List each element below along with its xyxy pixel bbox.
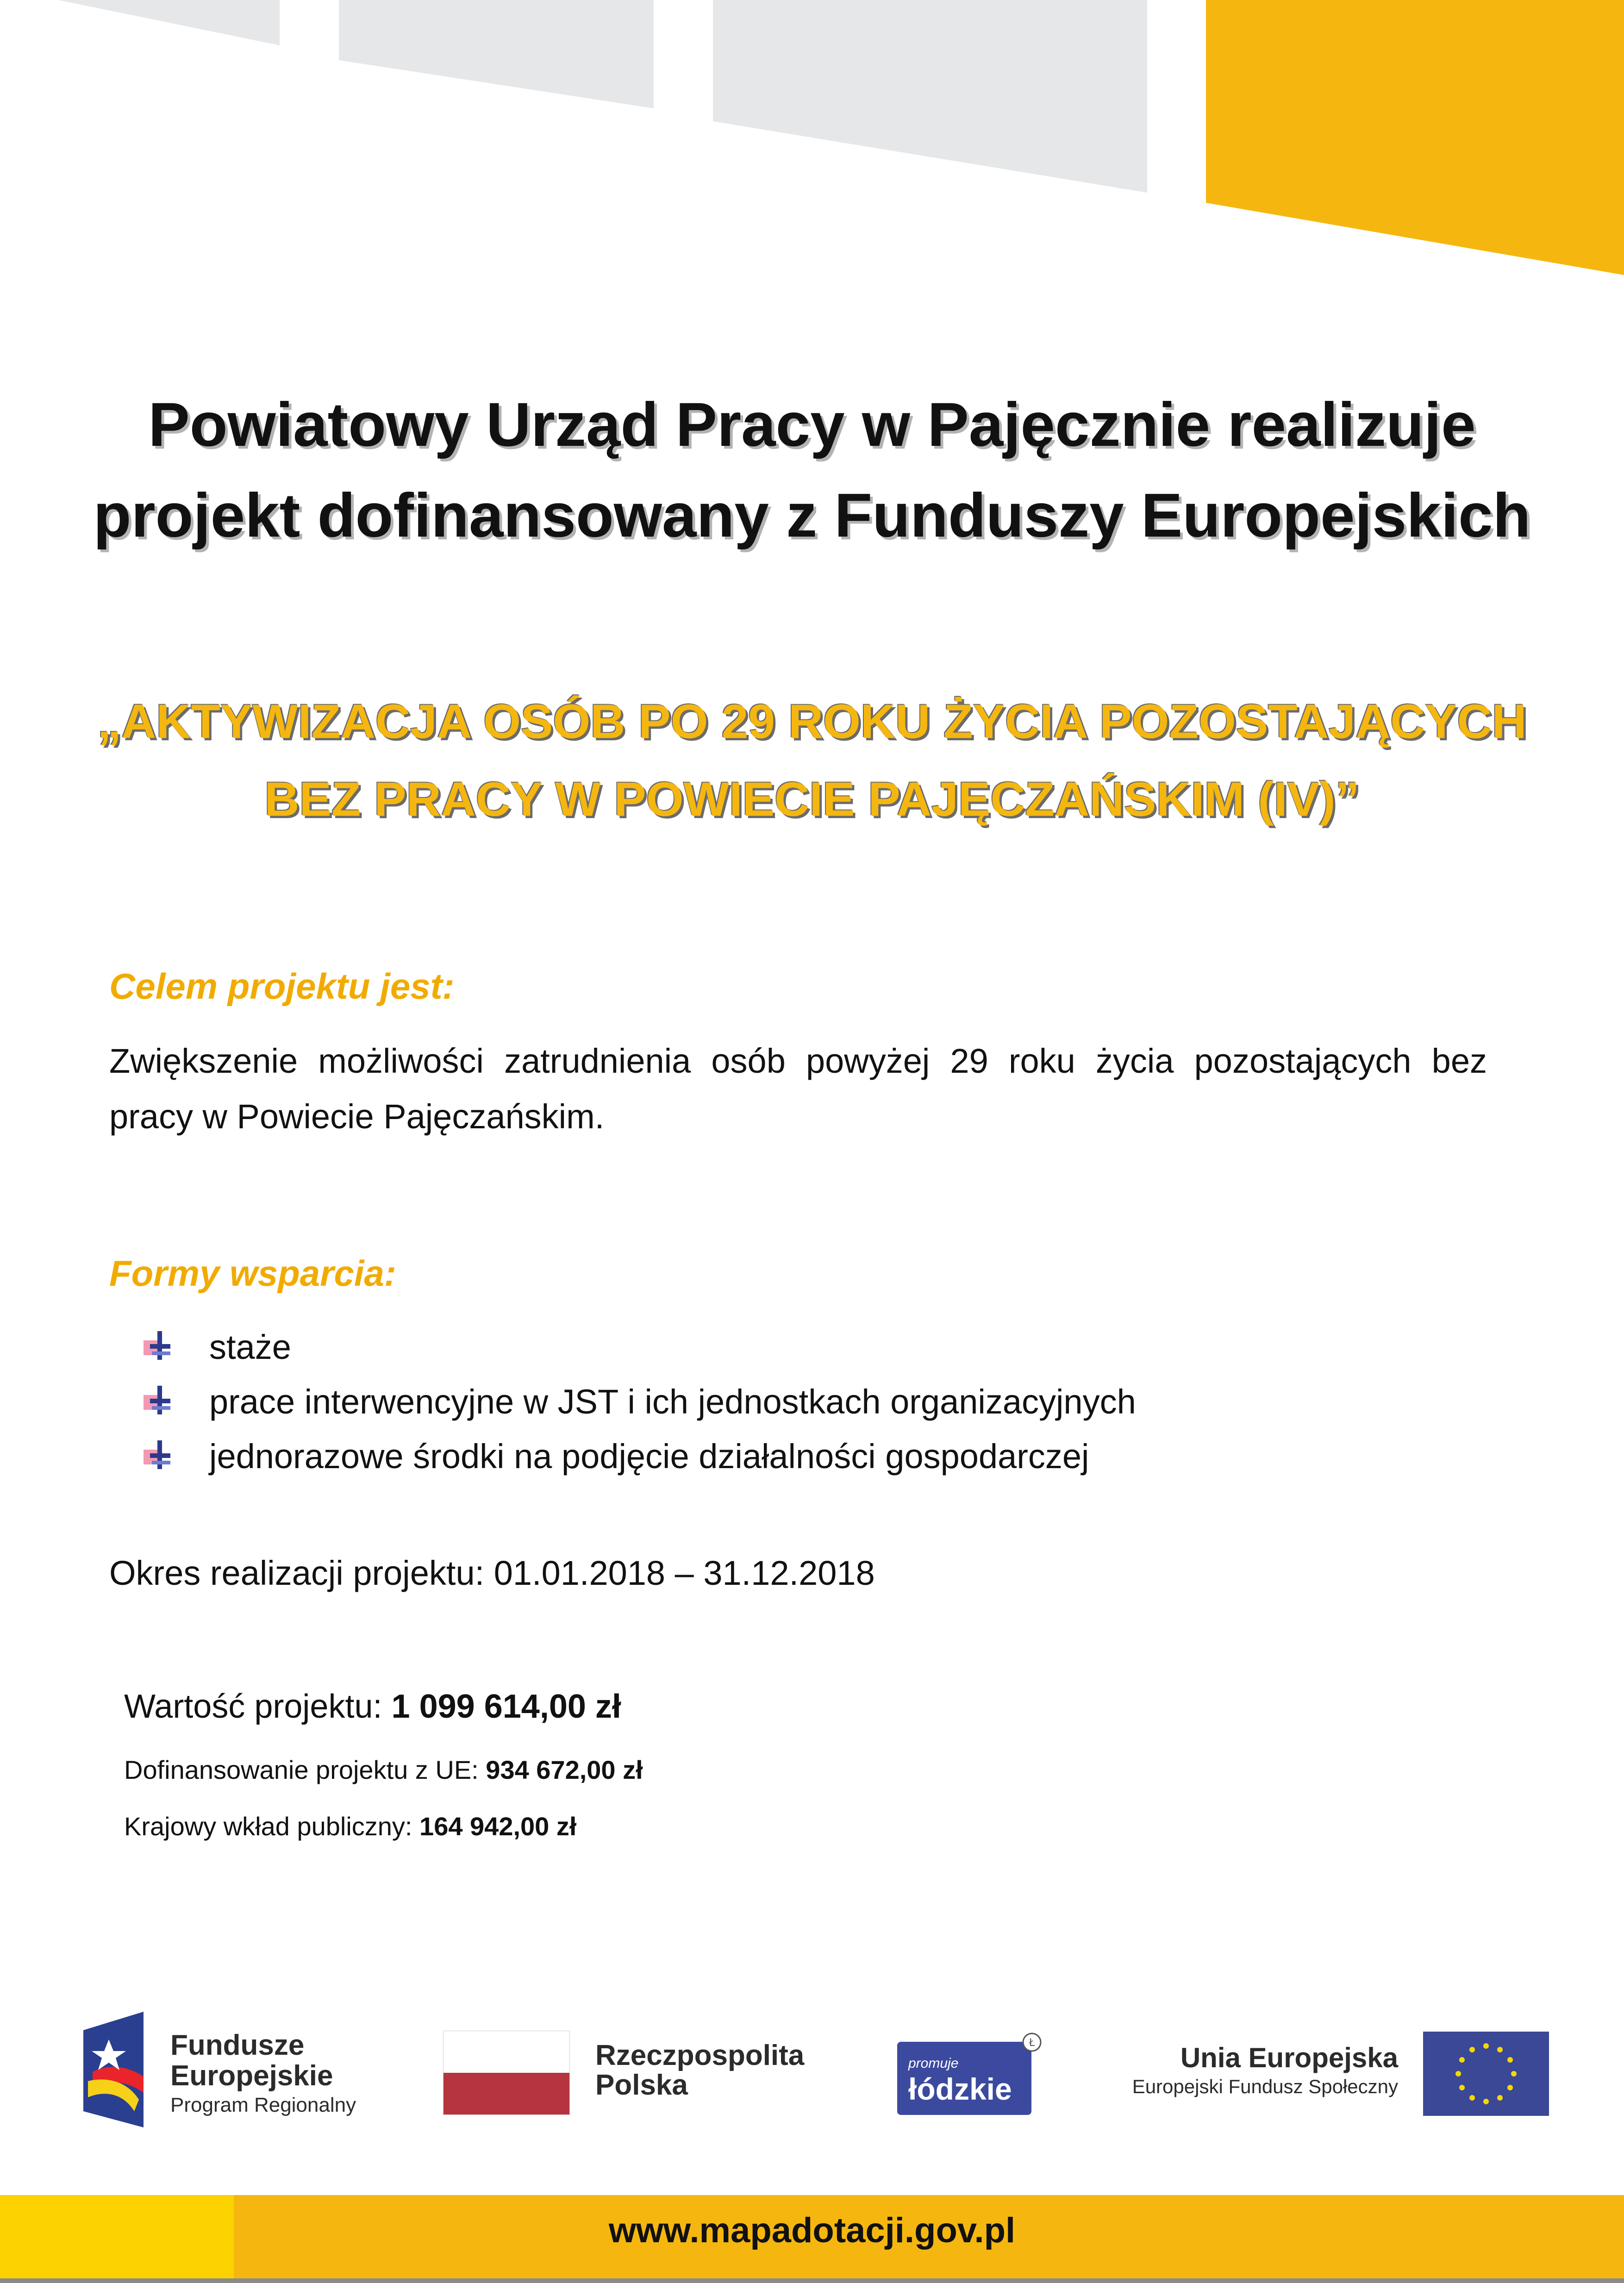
goal-text-line-2: pracy w Powiecie Pajęczańskim.	[109, 1097, 605, 1136]
bullet-cross-icon	[144, 1385, 177, 1418]
project-period: Okres realizacji projektu: 01.01.2018 – 31.12.2018	[109, 1554, 875, 1592]
eu-funding	[124, 1755, 643, 1785]
fundusze-europejskie-text	[170, 2030, 356, 2119]
eu-flag-icon	[1423, 2032, 1549, 2116]
support-list	[144, 1320, 1136, 1483]
eu-funding-label: Dofinansowanie projektu z UE:	[124, 1755, 486, 1784]
project-name-line-2: BEZ PRACY W POWIECIE PAJĘCZAŃSKIM (IV)”	[264, 773, 1360, 826]
eu-funding-amount: 934 672,00 zł	[486, 1755, 643, 1784]
list-item	[144, 1374, 1136, 1429]
rp-line-2: Polska	[595, 2069, 688, 2101]
header-decoration	[0, 0, 1624, 287]
project-value-amount: 1 099 614,00 zł	[391, 1688, 621, 1725]
support-heading: Formy wsparcia:	[109, 1253, 396, 1294]
project-value-label: Wartość projektu:	[124, 1688, 392, 1725]
title-line-1: Powiatowy Urząd Pracy w Pajęcznie realizuje	[148, 390, 1476, 459]
rp-line-1: Rzeczpospolita	[595, 2039, 805, 2071]
ue-text	[1111, 2043, 1398, 2100]
fe-line-1: Fundusze	[170, 2029, 305, 2061]
footer-url-link[interactable]: www.mapadotacji.gov.pl	[608, 2211, 1016, 2250]
national-contribution	[124, 1811, 576, 1841]
fe-line-3: Program Regionalny	[170, 2094, 356, 2116]
list-item	[144, 1429, 1136, 1483]
support-item-label: prace interwencyjne w JST i ich jednostkach organizacyjnych	[209, 1382, 1136, 1421]
lodzkie-big-text: łódzkie	[908, 2072, 1012, 2106]
support-item-label: jednorazowe środki na podjęcie działalności gospodarczej	[209, 1437, 1089, 1476]
svg-text:Ł: Ł	[1029, 2037, 1035, 2049]
title-line-2: projekt dofinansowany z Funduszy Europejskich	[93, 481, 1531, 550]
list-item	[144, 1320, 1136, 1374]
national-contribution-label: Krajowy wkład publiczny:	[124, 1812, 420, 1841]
bullet-cross-icon	[144, 1330, 177, 1364]
fe-line-2: Europejskie	[170, 2060, 333, 2092]
ue-line-1: Unia Europejska	[1180, 2042, 1398, 2073]
ue-line-2: Europejski Fundusz Społeczny	[1132, 2076, 1398, 2097]
goal-heading: Celem projektu jest:	[109, 966, 455, 1007]
polish-flag-icon	[443, 2031, 570, 2115]
project-value	[124, 1688, 621, 1726]
lodzkie-badge-icon	[1021, 2032, 1043, 2053]
national-contribution-amount: 164 942,00 zł	[419, 1812, 577, 1841]
lodzkie-small-text: promuje	[908, 2056, 959, 2071]
support-item-label: staże	[209, 1327, 291, 1366]
page-title	[0, 380, 1624, 561]
fundusze-europejskie-logo-icon	[83, 2012, 148, 2127]
bullet-cross-icon	[144, 1439, 177, 1473]
project-name	[0, 683, 1624, 838]
project-name-line-1: „AKTYWIZACJA OSÓB PO 29 ROKU ŻYCIA POZOSTAJĄCYCH	[97, 695, 1527, 749]
rzeczpospolita-text	[595, 2041, 804, 2100]
lodzkie-logo-icon	[897, 2042, 1031, 2115]
goal-text-line-1: Zwiększenie możliwości zatrudnienia osób powyżej 29 roku życia pozostających bez	[109, 1042, 1487, 1080]
